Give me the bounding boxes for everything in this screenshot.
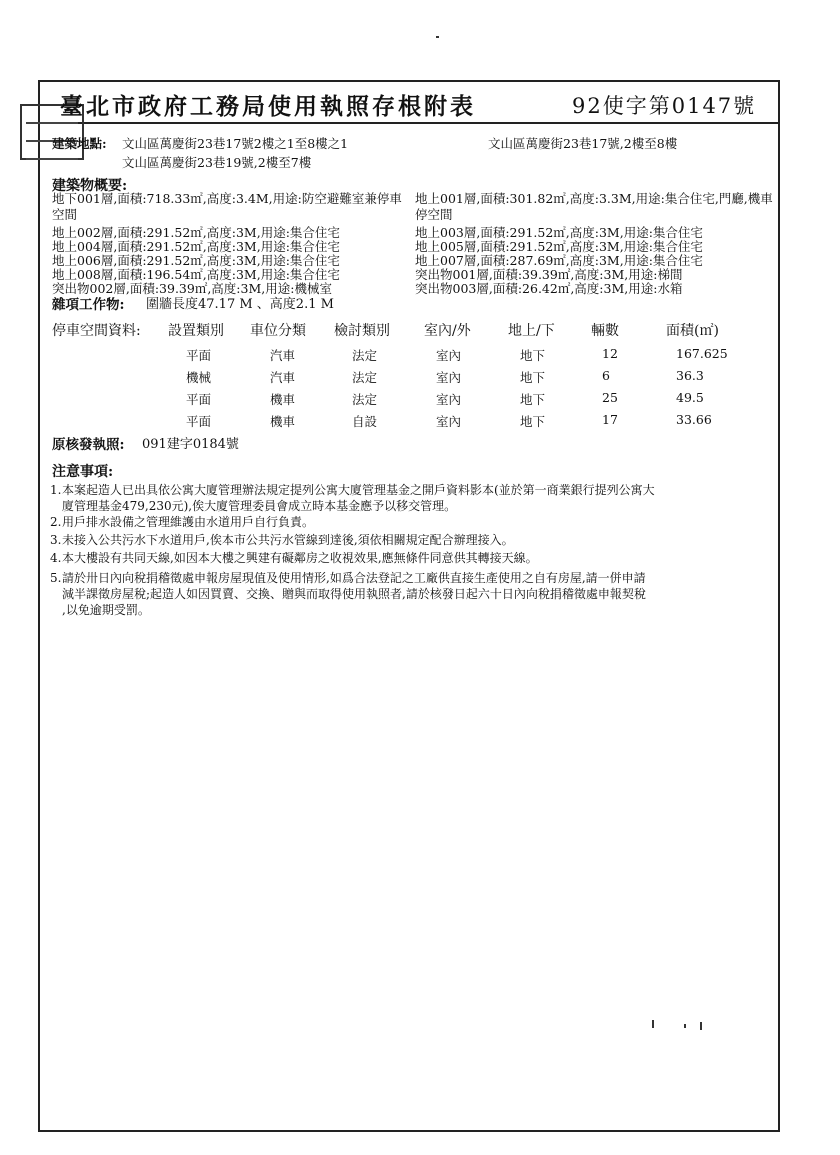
- note-item: [50, 570, 777, 618]
- overview-label: 建築物概要:: [52, 178, 128, 194]
- note-number: 2.: [50, 515, 62, 529]
- overview-left-line: 空間: [52, 207, 78, 222]
- parking-cell: 167.625: [676, 346, 728, 361]
- overview-right-line: 突出物003層,面積:26.42㎡,高度:3M,用途:水箱: [415, 281, 683, 296]
- parking-cell: 6: [602, 368, 610, 383]
- parking-cell: 汽車: [270, 348, 296, 363]
- parking-cell: 室內: [436, 348, 462, 363]
- note-item: [50, 514, 777, 530]
- overview-left-line: 地上002層,面積:291.52㎡,高度:3M,用途:集合住宅: [52, 225, 340, 240]
- parking-cell: 地下: [520, 392, 546, 407]
- parking-cell: 平面: [186, 348, 212, 363]
- overview-right-line: 地上007層,面積:287.69㎡,高度:3M,用途:集合住宅: [415, 253, 703, 268]
- note-number: 1.: [50, 483, 62, 497]
- parking-cell: 地下: [520, 348, 546, 363]
- parking-cell: 室內: [436, 370, 462, 385]
- parking-cell: 機車: [270, 392, 296, 407]
- note-number: 5.: [50, 571, 62, 585]
- parking-cell: 法定: [352, 348, 378, 363]
- document-title: 臺北市政府工務局使用執照存根附表: [60, 93, 476, 120]
- note-line: 請於卅日內向稅捐稽徵處申報房屋現值及使用情形,如爲合法登記之工廠供直接生產使用之自有房屋,請一併申請: [62, 571, 646, 585]
- note-line: 廈管理基金479,230元),俟大廈管理委員會成立時本基金應予以移交管理。: [62, 499, 457, 513]
- parking-cell: 49.5: [676, 390, 704, 405]
- note-line: ,以免逾期受罰。: [62, 603, 150, 617]
- note-item: [50, 550, 777, 566]
- note-item: [50, 482, 777, 514]
- parking-cell: 平面: [186, 392, 212, 407]
- parking-label: 停車空間資料:: [52, 323, 141, 339]
- parking-cell: 室內: [436, 392, 462, 407]
- parking-cell: 地下: [520, 414, 546, 429]
- parking-header-cell: 室內/外: [424, 323, 471, 339]
- parking-header-cell: 面積(㎡): [666, 323, 719, 339]
- original-permit-value: 091建字0184號: [142, 437, 239, 452]
- location-label: 建築地點:: [52, 136, 107, 151]
- location-right: 文山區萬慶街23巷17號,2樓至8樓: [488, 136, 678, 151]
- notes-label: 注意事項:: [52, 464, 114, 480]
- overview-right-line: 停空間: [415, 207, 453, 222]
- overview-left-line: 地下001層,面積:718.33㎡,高度:3.4M,用途:防空避難室兼停車: [52, 191, 402, 206]
- overview-right-line: 地上005層,面積:291.52㎡,高度:3M,用途:集合住宅: [415, 239, 703, 254]
- note-line: 未接入公共污水下水道用戶,俟本市公共污水管線到達後,須依相關規定配合辦理接入。: [62, 533, 514, 547]
- overview-right-line: 地上001層,面積:301.82㎡,高度:3.3M,用途:集合住宅,門廳,機車: [415, 191, 773, 206]
- scan-speck: [652, 1020, 654, 1028]
- note-line: 用戶排水設備之管理維護由水道用戶自行負責。: [62, 515, 315, 529]
- scan-speck: [436, 36, 439, 38]
- parking-cell: 12: [602, 346, 618, 361]
- parking-cell: 汽車: [270, 370, 296, 385]
- parking-cell: 36.3: [676, 368, 704, 383]
- overview-left-line: 地上006層,面積:291.52㎡,高度:3M,用途:集合住宅: [52, 253, 340, 268]
- parking-cell: 平面: [186, 414, 212, 429]
- original-permit-label: 原核發執照:: [52, 437, 125, 453]
- parking-cell: 自設: [352, 414, 378, 429]
- note-number: 4.: [50, 551, 62, 565]
- overview-right-line: 突出物001層,面積:39.39㎡,高度:3M,用途:梯間: [415, 267, 683, 282]
- overview-left-line: 地上004層,面積:291.52㎡,高度:3M,用途:集合住宅: [52, 239, 340, 254]
- misc-works-value: 圍牆長度47.17 M 、高度2.1 M: [146, 297, 334, 312]
- note-line: 本大樓設有共同天線,如因本大樓之興建有礙鄰房之收視效果,應無條件同意供其轉接天線。: [62, 551, 538, 565]
- parking-cell: 機車: [270, 414, 296, 429]
- parking-cell: 機械: [186, 370, 212, 385]
- location-line-2: 文山區萬慶街23巷19號,2樓至7樓: [122, 155, 312, 170]
- parking-header-cell: 車位分類: [250, 323, 306, 339]
- parking-header-cell: 設置類別: [168, 323, 224, 339]
- parking-header-cell: 檢討類別: [334, 323, 390, 339]
- note-item: [50, 532, 777, 548]
- location-line-1: 文山區萬慶街23巷17號2樓之1至8樓之1: [122, 136, 349, 151]
- parking-cell: 地下: [520, 370, 546, 385]
- misc-works-label: 雜項工作物:: [52, 297, 125, 313]
- note-number: 3.: [50, 533, 62, 547]
- overview-left-line: 突出物002層,面積:39.39㎡,高度:3M,用途:機械室: [52, 281, 332, 296]
- parking-header-cell: 輛數: [591, 323, 619, 339]
- scan-speck: [700, 1022, 702, 1030]
- parking-cell: 33.66: [676, 412, 712, 427]
- note-line: 本案起造人已出具依公寓大廈管理辦法規定提列公寓大廈管理基金之開戶資料影本(並於第一商業銀行提列公寓大: [62, 483, 655, 497]
- parking-cell: 法定: [352, 392, 378, 407]
- parking-cell: 法定: [352, 370, 378, 385]
- overview-left-line: 地上008層,面積:196.54㎡,高度:3M,用途:集合住宅: [52, 267, 340, 282]
- parking-cell: 室內: [436, 414, 462, 429]
- note-line: 減半課徵房屋稅;起造人如因買賣、交換、贈與而取得使用執照者,請於核發日起六十日內向稅捐稽徵處申報契稅: [62, 587, 646, 601]
- parking-cell: 25: [602, 390, 618, 405]
- permit-number: 92使字第0147號: [572, 94, 757, 118]
- parking-cell: 17: [602, 412, 618, 427]
- scan-speck: [684, 1024, 686, 1028]
- parking-header-cell: 地上/下: [508, 323, 555, 339]
- overview-right-line: 地上003層,面積:291.52㎡,高度:3M,用途:集合住宅: [415, 225, 703, 240]
